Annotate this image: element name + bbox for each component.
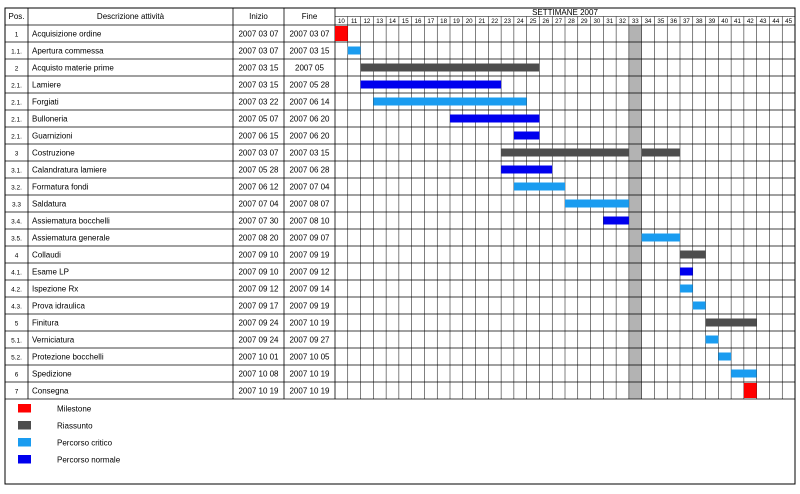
task-name: Calandratura lamiere xyxy=(32,165,107,175)
legend-label: Riassunto xyxy=(57,421,93,431)
week-label: 41 xyxy=(734,18,741,25)
bar-critical xyxy=(731,370,757,378)
legend-label: Milestone xyxy=(57,404,92,414)
week-label: 43 xyxy=(759,18,767,25)
legend-swatch-normal xyxy=(18,455,31,464)
task-start: 2007 09 10 xyxy=(238,267,279,277)
task-pos: 4.1. xyxy=(11,269,22,277)
legend-swatch-milestone xyxy=(18,404,31,413)
task-start: 2007 03 15 xyxy=(238,63,279,73)
task-pos: 4.2. xyxy=(11,286,22,294)
week-label: 32 xyxy=(619,18,626,25)
task-pos: 5.2. xyxy=(11,354,22,362)
task-pos: 3.1. xyxy=(11,167,22,175)
task-end: 2007 09 19 xyxy=(289,301,330,311)
task-start: 2007 03 07 xyxy=(238,29,279,39)
legend-swatch-critical xyxy=(18,438,31,447)
task-row xyxy=(15,387,330,396)
task-end: 2007 03 07 xyxy=(289,29,330,39)
task-pos: 2 xyxy=(14,65,19,73)
task-start: 2007 05 07 xyxy=(238,114,279,124)
task-pos: 3.2. xyxy=(11,184,22,192)
legend-item xyxy=(18,455,121,465)
task-row xyxy=(11,285,330,294)
bar-critical xyxy=(718,353,731,361)
task-end: 2007 10 05 xyxy=(289,352,330,362)
legend-label: Percorso critico xyxy=(57,438,113,448)
bar-critical xyxy=(373,98,526,106)
bar-critical xyxy=(348,47,361,55)
week-label: 31 xyxy=(606,18,614,25)
bar-critical xyxy=(514,183,565,191)
bar-normal xyxy=(680,268,693,276)
task-end: 2007 06 14 xyxy=(289,97,330,107)
task-start: 2007 03 07 xyxy=(238,46,279,56)
week-label: 11 xyxy=(350,18,358,25)
task-row xyxy=(15,149,330,158)
task-start: 2007 10 01 xyxy=(238,352,279,362)
task-pos: 2.1. xyxy=(11,99,22,107)
task-pos: 3.3 xyxy=(11,201,22,209)
bar-summary xyxy=(706,319,757,327)
week-label: 45 xyxy=(785,18,793,25)
bar-critical xyxy=(642,234,680,242)
header-pos: Pos. xyxy=(8,12,25,21)
week-label: 26 xyxy=(542,18,550,25)
header-description: Descrizione attività xyxy=(96,12,165,21)
task-row xyxy=(11,132,330,141)
task-end: 2007 10 19 xyxy=(289,369,330,379)
week-label: 37 xyxy=(682,18,690,25)
task-row xyxy=(15,319,330,328)
week-label: 14 xyxy=(389,18,396,25)
task-start: 2007 03 15 xyxy=(238,80,279,90)
task-name: Acquisto materie prime xyxy=(32,63,114,73)
task-end: 2007 05 xyxy=(295,63,324,73)
bar-normal xyxy=(603,217,629,225)
task-pos: 4 xyxy=(14,252,19,260)
week-label: 19 xyxy=(452,18,460,25)
task-start: 2007 09 24 xyxy=(238,335,279,345)
week-label: 23 xyxy=(504,18,511,25)
task-name: Guarnizioni xyxy=(32,131,73,141)
timeline-title: SETTIMANE 2007 xyxy=(532,8,598,17)
task-name: Lamiere xyxy=(32,80,61,90)
week-label: 10 xyxy=(337,18,345,25)
task-name: Acquisizione ordine xyxy=(32,29,102,39)
task-start: 2007 05 28 xyxy=(238,165,279,175)
week-label: 27 xyxy=(555,18,563,25)
week-label: 28 xyxy=(567,18,575,25)
week-label: 25 xyxy=(529,18,537,25)
bar-milestone xyxy=(744,383,757,398)
task-rows xyxy=(11,30,330,396)
task-end: 2007 06 20 xyxy=(289,131,330,141)
task-row xyxy=(15,251,330,260)
week-label: 36 xyxy=(670,18,678,25)
task-pos: 2.1. xyxy=(11,116,22,124)
task-row xyxy=(12,200,330,209)
task-name: Assiematura generale xyxy=(32,233,110,243)
bar-critical xyxy=(680,285,693,293)
task-end: 2007 06 20 xyxy=(289,114,330,124)
bar-normal xyxy=(501,166,552,174)
week-label: 29 xyxy=(580,18,588,25)
task-end: 2007 09 27 xyxy=(289,335,330,345)
week-label: 33 xyxy=(631,18,639,25)
task-name: Assiematura bocchelli xyxy=(32,216,110,226)
task-row xyxy=(11,353,330,362)
week-label: 21 xyxy=(478,18,486,25)
task-start: 2007 09 10 xyxy=(238,250,279,260)
task-name: Finitura xyxy=(32,318,59,328)
bar-critical xyxy=(565,200,629,208)
task-row xyxy=(15,370,330,379)
task-end: 2007 06 28 xyxy=(289,165,330,175)
legend-item xyxy=(18,404,92,414)
task-end: 2007 07 04 xyxy=(289,182,330,192)
task-end: 2007 03 15 xyxy=(289,46,330,56)
week-label: 20 xyxy=(465,18,473,25)
task-name: Costruzione xyxy=(32,148,75,158)
task-end: 2007 08 10 xyxy=(289,216,330,226)
bar-summary xyxy=(501,149,629,157)
task-row xyxy=(11,98,330,107)
header-start: Inizio xyxy=(249,12,268,21)
week-label: 16 xyxy=(414,18,422,25)
task-name: Formatura fondi xyxy=(32,182,89,192)
task-end: 2007 09 07 xyxy=(289,233,330,243)
bar-milestone xyxy=(335,26,348,41)
task-start: 2007 08 20 xyxy=(238,233,279,243)
legend-swatch-summary xyxy=(18,421,31,430)
legend-label: Percorso normale xyxy=(57,455,121,465)
header-end: Fine xyxy=(301,12,318,21)
task-name: Saldatura xyxy=(32,199,67,209)
task-pos: 1 xyxy=(14,31,19,39)
task-name: Prova idraulica xyxy=(32,301,85,311)
task-name: Spedizione xyxy=(32,369,72,379)
task-pos: 2.1. xyxy=(11,82,22,90)
task-row xyxy=(11,81,330,90)
task-pos: 1.1. xyxy=(11,48,22,56)
week-label: 24 xyxy=(516,18,524,25)
task-row xyxy=(11,217,330,226)
task-name: Esame LP xyxy=(32,267,69,277)
task-start: 2007 07 04 xyxy=(238,199,279,209)
task-row xyxy=(11,166,330,175)
bar-normal xyxy=(361,81,502,89)
task-start: 2007 10 19 xyxy=(238,386,279,396)
week-label: 39 xyxy=(708,18,716,25)
week-label: 35 xyxy=(657,18,665,25)
bar-critical xyxy=(706,336,719,344)
legend-item xyxy=(18,421,93,431)
task-pos: 4.3. xyxy=(11,303,22,311)
task-start: 2007 09 24 xyxy=(238,318,279,328)
task-row xyxy=(11,115,330,124)
task-row xyxy=(11,302,330,311)
task-name: Bulloneria xyxy=(32,114,68,124)
task-end: 2007 10 19 xyxy=(289,386,330,396)
task-start: 2007 07 30 xyxy=(238,216,279,226)
task-pos: 3.5. xyxy=(11,235,22,243)
task-pos: 5.1. xyxy=(11,337,22,345)
task-row xyxy=(11,268,330,277)
week-label: 17 xyxy=(427,18,435,25)
task-row xyxy=(15,30,330,39)
task-start: 2007 06 15 xyxy=(238,131,279,141)
week-label: 44 xyxy=(772,18,780,25)
bar-summary xyxy=(642,149,680,157)
bar-normal xyxy=(450,115,539,123)
task-end: 2007 09 12 xyxy=(289,267,330,277)
task-pos: 6 xyxy=(14,371,19,379)
bar-critical xyxy=(693,302,706,310)
task-start: 2007 09 17 xyxy=(238,301,279,311)
task-end: 2007 10 19 xyxy=(289,318,330,328)
week-label: 15 xyxy=(401,18,409,25)
task-name: Verniciatura xyxy=(32,335,75,345)
week-label: 34 xyxy=(644,18,652,25)
week-label: 18 xyxy=(440,18,448,25)
task-pos: 7 xyxy=(14,388,19,396)
legend xyxy=(18,404,121,465)
task-end: 2007 09 14 xyxy=(289,284,330,294)
task-name: Collaudi xyxy=(32,250,61,260)
week-label: 38 xyxy=(695,18,703,25)
week-label: 12 xyxy=(363,18,371,25)
week-label: 40 xyxy=(721,18,729,25)
task-start: 2007 03 22 xyxy=(238,97,279,107)
bar-summary xyxy=(680,251,706,259)
task-end: 2007 09 19 xyxy=(289,250,330,260)
bar-summary xyxy=(361,64,540,72)
week-label: 42 xyxy=(746,18,754,25)
task-end: 2007 05 28 xyxy=(289,80,330,90)
task-pos: 3 xyxy=(14,150,19,158)
task-name: Forgiati xyxy=(32,97,59,107)
task-end: 2007 03 15 xyxy=(289,148,330,158)
bar-normal xyxy=(514,132,540,140)
task-end: 2007 08 07 xyxy=(289,199,330,209)
week-label: 30 xyxy=(593,18,601,25)
task-row xyxy=(11,47,330,56)
week-label: 22 xyxy=(491,18,499,25)
task-row xyxy=(11,234,330,243)
task-name: Ispezione Rx xyxy=(32,284,79,294)
task-pos: 2.1. xyxy=(11,133,22,141)
task-row xyxy=(11,336,330,345)
week-label: 13 xyxy=(376,18,384,25)
task-name: Apertura commessa xyxy=(32,46,104,56)
task-start: 2007 09 12 xyxy=(238,284,279,294)
task-name: Protezione bocchelli xyxy=(32,352,104,362)
grid-layer xyxy=(5,8,795,484)
task-pos: 3.4. xyxy=(11,218,22,226)
task-start: 2007 10 08 xyxy=(238,369,279,379)
task-row xyxy=(15,64,325,73)
task-pos: 5 xyxy=(14,320,19,328)
task-start: 2007 03 07 xyxy=(238,148,279,158)
task-name: Consegna xyxy=(32,386,69,396)
task-row xyxy=(11,183,330,192)
task-start: 2007 06 12 xyxy=(238,182,279,192)
legend-item xyxy=(18,438,113,448)
